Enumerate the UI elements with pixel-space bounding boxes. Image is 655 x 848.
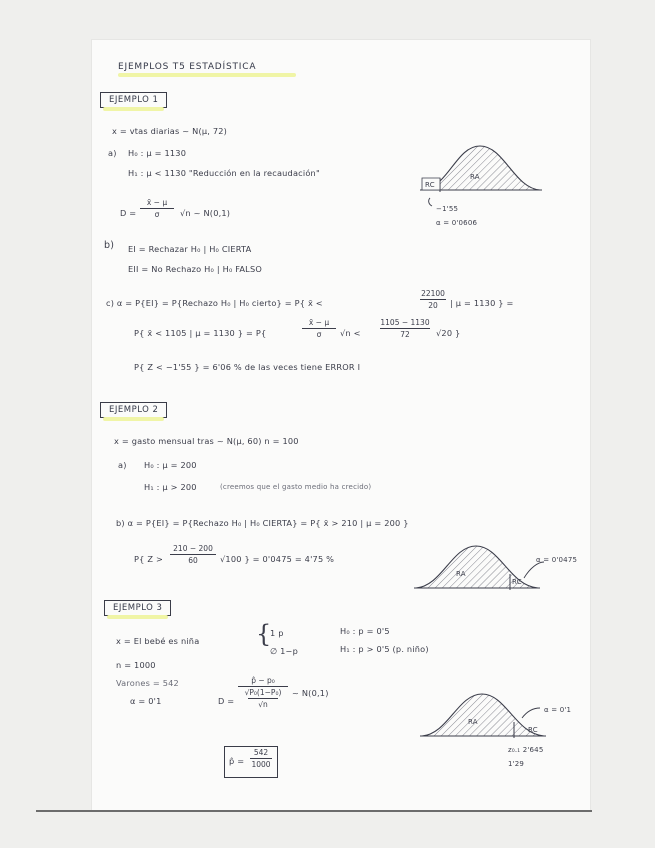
ex1-graph-z: −1'55 bbox=[436, 205, 459, 213]
ex3-normal-curve bbox=[418, 688, 548, 744]
ex1-h0: H₀ : μ = 1130 bbox=[128, 148, 187, 158]
ex1-h1: H₁ : μ < 1130 "Reducción en la recaudación" bbox=[128, 168, 320, 178]
ex1-c2-end: √20 } bbox=[436, 328, 461, 338]
example-3-heading bbox=[104, 600, 171, 616]
ex1-c2-fraction: x̄ − μ σ bbox=[302, 318, 336, 339]
example-3-label: EJEMPLO 3 bbox=[113, 603, 163, 613]
ex3-graph-ra: RA bbox=[468, 718, 478, 726]
ex1-c2-mid: √n < bbox=[340, 328, 361, 338]
ex1-part-b-label: b) bbox=[104, 240, 115, 251]
ex2-h0: H₀ : μ = 200 bbox=[144, 460, 197, 470]
page-title: EJEMPLOS T5 ESTADÍSTICA bbox=[118, 62, 257, 72]
ex3-stat-rhs: ~ N(0,1) bbox=[292, 688, 329, 698]
ex3-graph-z: z₀.₁ 2'645 bbox=[508, 746, 544, 754]
ex1-error-2: EII = No Rechazo H₀ | H₀ FALSO bbox=[128, 264, 262, 274]
example-1-heading bbox=[100, 92, 167, 108]
ex1-stat-rhs: √n ~ N(0,1) bbox=[180, 208, 231, 218]
ex2-h1: H₁ : μ > 200 bbox=[144, 482, 197, 492]
ex3-graph-rc: RC bbox=[528, 726, 538, 734]
ex2-part-b-line: b) α = P{EI} = P{Rechazo H₀ | H₀ CIERTA} = P{ x̄ > 210 | μ = 200 } bbox=[116, 518, 409, 528]
ex1-part-c-line1: c) α = P{EI} = P{Rechazo H₀ | H₀ cierto} = P{ x̄ < bbox=[106, 298, 323, 308]
ex1-definition: x = vtas diarias ~ N(μ, 72) bbox=[112, 126, 228, 136]
ex3-h0: H₀ : p = 0'5 bbox=[340, 626, 390, 636]
page-bottom-edge bbox=[36, 810, 592, 812]
ex2-b2-lhs: P{ Z > bbox=[134, 554, 164, 564]
ex2-h1-note: (creemos que el gasto medio ha crecido) bbox=[220, 483, 372, 491]
ex3-phat-lhs: p̂ = bbox=[229, 756, 245, 766]
ex2-definition: x = gasto mensual tras ~ N(μ, 60) n = 100 bbox=[114, 436, 299, 446]
ex3-h1: H₁ : p > 0'5 (p. niño) bbox=[340, 644, 429, 654]
example-2-label: EJEMPLO 2 bbox=[109, 405, 159, 415]
ex1-error-1: EI = Rechazar H₀ | H₀ CIERTA bbox=[128, 244, 252, 254]
ex2-graph-rc: RC bbox=[512, 578, 522, 586]
title-highlight bbox=[118, 73, 296, 77]
ex1-c2-fraction-2: 1105 − 1130 72 bbox=[380, 318, 430, 339]
ex1-part-c-line2: P{ x̄ < 1105 | μ = 1130 } = P{ bbox=[134, 328, 267, 338]
ex1-stat-lhs: D = bbox=[120, 208, 137, 218]
ex3-graph-alpha: α = 0'1 bbox=[544, 706, 572, 714]
ex1-normal-curve bbox=[418, 142, 543, 202]
ex2-graph-alpha: α = 0'0475 bbox=[536, 556, 578, 564]
ex1-part-c-line1-end: | μ = 1130 } = bbox=[450, 298, 514, 308]
example-2-heading bbox=[100, 402, 167, 418]
ex3-stat-lhs: D = bbox=[218, 696, 235, 706]
ex1-graph-ra: RA bbox=[470, 173, 480, 181]
ex2-normal-curve bbox=[412, 540, 542, 596]
ex3-n: n = 1000 bbox=[116, 660, 156, 670]
ex2-graph-ra: RA bbox=[456, 570, 466, 578]
ex3-graph-z2: 1'29 bbox=[508, 760, 525, 768]
ex3-brace: { bbox=[256, 620, 272, 648]
ex2-b2-fraction: 210 − 200 60 bbox=[170, 544, 216, 565]
ex1-part-c-line3: P{ Z < −1'55 } = 6'06 % de las veces tiene ERROR I bbox=[134, 362, 361, 372]
ex2-b2-rhs: √100 } = 0'0475 = 4'75 % bbox=[220, 554, 335, 564]
example-1-label: EJEMPLO 1 bbox=[109, 95, 159, 105]
ex1-c-fraction: 22100 20 bbox=[421, 289, 445, 310]
ex3-option-1: 1 p bbox=[270, 628, 284, 638]
ex1-graph-alpha: α = 0'0606 bbox=[436, 219, 478, 227]
ex1-graph-rc: RC bbox=[425, 181, 435, 189]
ex3-stat-fraction: p̂ − p₀ √P₀(1−P₀) √n bbox=[238, 676, 288, 709]
ex3-phat-fraction: 542 1000 bbox=[251, 748, 271, 769]
ex1-stat-fraction: x̄ − μ σ bbox=[140, 198, 174, 219]
ex3-alpha: α = 0'1 bbox=[130, 696, 162, 706]
ex1-part-a-label: a) bbox=[108, 148, 117, 158]
ex3-definition: x = El bebé es niña bbox=[116, 636, 200, 646]
ex2-part-a-label: a) bbox=[118, 460, 127, 470]
ex3-option-2: ∅ 1−p bbox=[270, 646, 299, 656]
ex3-varones: Varones = 542 bbox=[116, 678, 179, 688]
